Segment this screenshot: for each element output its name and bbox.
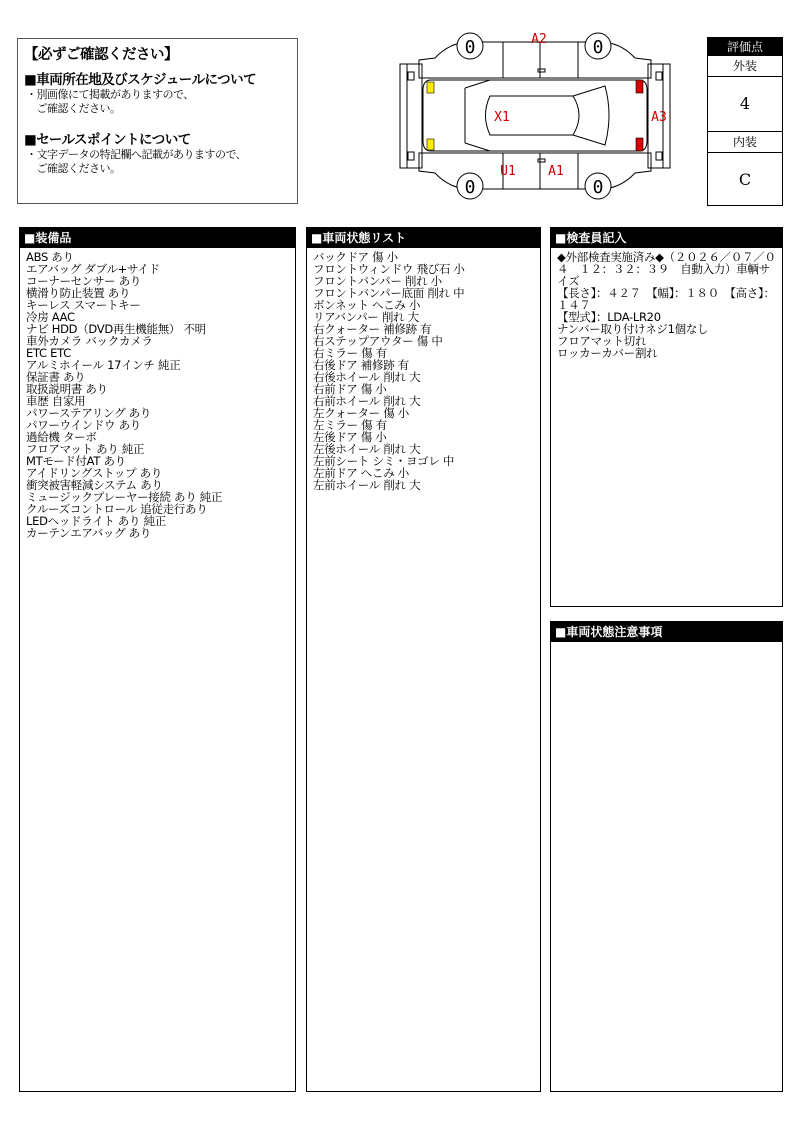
list-item: 左前シート シミ・ヨゴレ 中 (313, 454, 455, 468)
notice-title: 【必ずご確認ください】 (24, 47, 178, 63)
condition-notes-panel (550, 621, 783, 1092)
yellow-marker (427, 82, 434, 93)
inspector-line: ナンバー取り付けネジ1個なし (557, 322, 709, 336)
inspector-line: 【長さ】：４２７ 【幅】：１８０ 【高さ】：１４７ (557, 286, 775, 312)
grade-box (707, 37, 783, 206)
equipment-panel (19, 227, 296, 1092)
damage-label-u1: U1 (500, 164, 516, 179)
list-item: 右前ホイール 削れ 大 (313, 394, 421, 408)
damage-label-x1: X1 (494, 110, 510, 125)
list-item: 取扱説明書 あり (26, 382, 108, 396)
list-item: ボンネット へこみ 小 (313, 298, 421, 312)
list-item: 冷房 AAC (26, 310, 75, 324)
car-damage-diagram (395, 28, 675, 203)
list-item: パワーステアリング あり (26, 406, 152, 420)
notice-body-sales-point: ・文字データの特記欄へ記載がありますので、 ご確認ください。 (26, 148, 247, 175)
list-item: フロアマット あり 純正 (26, 442, 145, 456)
notice-box (17, 38, 298, 204)
interior-label: 内装 (708, 131, 782, 153)
inspector-line: ロッカーカバー割れ (557, 346, 658, 360)
list-item: 右後ホイール 削れ 大 (313, 370, 421, 384)
inspector-line: ◆外部検査実施済み◆（２０２６／０７／０４ １２：３２：３９ 自動入力）車輌サイズ (557, 250, 776, 288)
list-item: 車歴 自家用 (26, 394, 86, 408)
condition-header: ■車両状態リスト (307, 228, 540, 248)
list-item: フロントバンパー 削れ 小 (313, 274, 442, 288)
list-item: フロントバンパー底面 削れ 中 (313, 286, 465, 300)
inspector-panel (550, 227, 783, 607)
list-item: ETC ETC (26, 346, 71, 360)
list-item: 右ステップアウター 傷 中 (313, 334, 443, 348)
list-item: カーテンエアバッグ あり (26, 526, 152, 540)
list-item: MTモード付AT あり (26, 454, 126, 468)
condition-list (307, 248, 540, 494)
list-item: 左ミラー 傷 有 (313, 418, 387, 432)
notice-body-location: ・別画像にて掲載がありますので、 ご確認ください。 (26, 88, 194, 115)
inspector-notes (551, 248, 782, 362)
list-item: コーナーセンサー あり (26, 274, 142, 288)
exterior-label: 外装 (708, 56, 782, 77)
list-item: 右前ドア 傷 小 (313, 382, 387, 396)
list-item: リアバンパー 削れ 大 (313, 310, 419, 324)
list-item: 左クォーター 傷 小 (313, 406, 409, 420)
list-item: アイドリングストップ あり (26, 466, 163, 480)
list-item: 右後ドア 補修跡 有 (313, 358, 409, 372)
red-marker (636, 80, 643, 93)
inspector-line: フロアマット切れ (557, 334, 647, 348)
list-item: 車外カメラ バックカメラ (26, 334, 153, 348)
inspector-line: 【型式】：LDA-LR20 (557, 310, 661, 324)
tire-value: 0 (464, 37, 476, 58)
list-item: 左後ドア 傷 小 (313, 430, 387, 444)
tire-value: 0 (464, 177, 476, 198)
list-item: 右クォーター 補修跡 有 (313, 322, 432, 336)
damage-label-a2: A2 (531, 32, 547, 47)
inspector-header: ■検査員記入 (551, 228, 782, 248)
yellow-marker (427, 139, 434, 150)
list-item: クルーズコントロール 追従走行あり (26, 502, 208, 516)
red-marker (636, 138, 643, 151)
notice-heading-sales-point: ■セールスポイントについて (24, 132, 191, 148)
list-item: 横滑り防止装置 あり (26, 286, 131, 300)
list-item: LEDヘッドライト あり 純正 (26, 514, 166, 528)
list-item: ABS あり (26, 250, 74, 264)
exterior-value: 4 (739, 94, 751, 113)
damage-label-a1: A1 (548, 164, 564, 179)
list-item: 保証書 あり (26, 370, 86, 384)
list-item: 左前ホイール 削れ 大 (313, 478, 421, 492)
list-item: キーレス スマートキー (26, 298, 141, 312)
list-item: フロントウィンドウ 飛び石 小 (313, 262, 465, 276)
condition-notes-header: ■車両状態注意事項 (551, 622, 782, 642)
list-item: ミュージックプレーヤー接続 あり 純正 (26, 490, 223, 504)
list-item: ナビ HDD（DVD再生機能無） 不明 (26, 322, 206, 336)
list-item: バックドア 傷 小 (313, 250, 398, 264)
tire-value: 0 (592, 177, 604, 198)
list-item: アルミホイール 17インチ 純正 (26, 358, 181, 372)
equipment-header: ■装備品 (20, 228, 295, 248)
list-item: 左前ドア へこみ 小 (313, 466, 409, 480)
list-item: パワーウインドウ あり (26, 418, 142, 432)
interior-value: C (738, 170, 752, 189)
notice-heading-location: ■車両所在地及びスケジュールについて (24, 72, 257, 88)
grade-header: 評価点 (708, 38, 782, 56)
list-item: 衝突被害軽減システム あり (26, 478, 163, 492)
list-item: エアバッグ ダブル+サイド (26, 262, 160, 276)
list-item: 過給機 ターボ (26, 430, 97, 444)
list-item: 左後ホイール 削れ 大 (313, 442, 421, 456)
equipment-list (20, 248, 295, 542)
condition-panel (306, 227, 541, 1092)
list-item: 右ミラー 傷 有 (313, 346, 387, 360)
tire-value: 0 (592, 37, 604, 58)
damage-label-a3: A3 (651, 110, 667, 125)
